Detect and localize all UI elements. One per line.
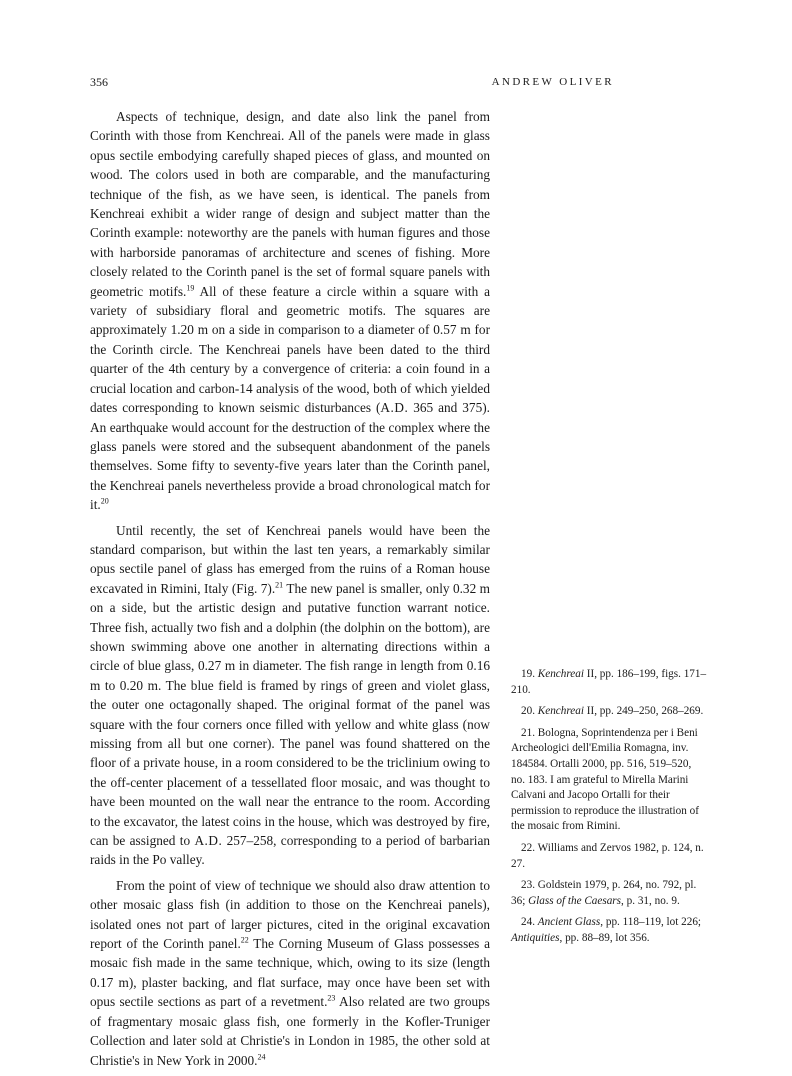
paragraph-2: [90, 521, 490, 870]
footnotes: [511, 667, 707, 953]
paragraph-3-text-a: From the point of view of technique we should also draw attention to other mosaic glass fish (in addition to those on the Kenchreai panels), isolated ones not part of larger pictures, cited in the original excavation report of the Corinth panel.: [90, 877, 490, 952]
footnote-23: [511, 878, 707, 909]
paragraph-1-text-b: All of these feature a circle within a square with a variety of subsidiary floral and geometric motifs. The squares are approximately 1.20 m on a side in comparison to a diameter of 0.57 m for the Corinth circle. The Kenchreai panels have been dated to the third quarter of the 4th century by a convergence of criteria: a coin found in a crucial location and carbon-14 analysis of the wood, both of which yielded dates corresponding to known seismic disturbances (: [90, 283, 490, 416]
page-number: 356: [90, 75, 108, 89]
footnote-text: Goldstein 1979, p. 264, no. 792, pl. 36;: [511, 879, 697, 907]
paragraph-1: [90, 107, 490, 515]
footnote-ref-23[interactable]: 23: [327, 993, 336, 1003]
footnote-title: Glass of the Caesars: [528, 894, 622, 907]
footnote-title: Kenchreai: [537, 668, 584, 680]
footnote-number: 20.: [521, 705, 538, 718]
footnote-ref-20[interactable]: 20: [100, 496, 109, 506]
footnote-ref-24[interactable]: 24: [257, 1052, 266, 1062]
paragraph-1-text-c: 365 and 375). An earthquake would account for the destruction of the complex where the glass panels were stored and the subsequent abandonment of the panels themselves. Some fifty to seventy-five years later than the Corinth panel, the Kenchreai panels nevertheless provide a broad chronological match for it.: [90, 400, 490, 513]
footnote-19: [511, 667, 707, 698]
footnote-number: 23.: [521, 879, 538, 892]
era-abbrev: A.D.: [380, 400, 409, 416]
footnote-title: Antiquities: [511, 931, 560, 944]
footnote-ref-21[interactable]: 21: [275, 580, 284, 590]
paragraph-3-text-b: The Corning Museum of Glass possesses a mosaic fish made in the same technique, which, owing to its size (length 0.17 m), plaster backing, and flat surface, may once have been set with opus sectile sections as part of a revetment.: [90, 936, 491, 1010]
main-text: [90, 107, 490, 1076]
footnote-text: II, pp. 249–250, 268–269.: [583, 705, 704, 718]
footnote-20: [511, 704, 707, 720]
footnote-title: Kenchreai: [537, 705, 584, 718]
footnote-text: , p. 31, no. 9.: [621, 894, 680, 907]
paragraph-1-text-a: Aspects of technique, design, and date also link the panel from Corinth with those from Kenchreai. All of the panels were made in glass opus sectile embodying carefully shaped pieces of glass, and mounted on wood. The colors used in both are comparable, and the manufacturing technique of the fish, as we have seen, is identical. The panels from Kenchreai exhibit a wider range of design and subject matter than the Corinth example: noteworthy are the panels with human figures and those with harborside panoramas of architecture and scenes of fishing. More closely related to the Corinth panel is the set of formal square panels with geometric motifs.: [90, 109, 490, 299]
paragraph-3-text-c: Also related are two groups of fragmentary mosaic glass fish, one formerly in the Kofler-Truniger Collection and later sold at Christie's in London in 1985, the other sold at Christie's in New York in 2000.: [90, 994, 490, 1068]
footnote-text: II, pp. 186–199, figs. 171–210.: [511, 668, 707, 696]
paragraph-3: [90, 876, 490, 1070]
footnote-number: 21.: [521, 726, 538, 739]
footnote-number: 19.: [521, 668, 538, 680]
footnote-number: 22.: [521, 841, 538, 854]
footnote-ref-22[interactable]: 22: [240, 935, 249, 945]
footnote-24: [511, 915, 707, 946]
paragraph-2-text-b: The new panel is smaller, only 0.32 m on a side, but the artistic design and putative function warrant notice. Three fish, actually two fish and a dolphin (the dolphin on the bottom), are shown swimming above one another in alternating directions within a circle of blue glass, 0.27 m in diameter. The fish range in length from 0.16 m to 0.20 m. The blue field is framed by rings of green and violet glass, the outer one octagonally shaped. The original format of the panel was square with the four corners once filled with yellow and white glass (now missing from all but one corner). The panel was found shattered on the floor of a private house, in a room considered to be the triclinium owing to the off-center placement of a tessellated floor mosaic, and was thought to have been mounted on the wall near the entrance to the room. According to the excavator, the latest coins in the house, which was destroyed by fire, can be assigned to: [90, 580, 490, 849]
footnote-text: , pp. 88–89, lot 356.: [559, 931, 650, 944]
footnote-text: , pp. 118–119, lot 226;: [600, 916, 702, 929]
footnote-21: [511, 726, 707, 835]
footnote-text: Williams and Zervos 1982, p. 124, n. 27.: [511, 841, 704, 870]
footnote-22: [511, 841, 707, 872]
footnote-title: Ancient Glass: [537, 916, 601, 929]
footnote-text: Bologna, Soprintendenza per i Beni Archeologici dell'Emilia Romagna, inv. 184584. Ortalli 2000, pp. 516, 519–520, no. 183. I am grateful to Mirella Marini Calvani and Jacopo Ortalli for their permission to reproduce the illustration of the mosaic from Rimini.: [511, 726, 699, 833]
footnote-ref-19[interactable]: 19: [186, 283, 195, 293]
paragraph-2-text-c: 257–258, corresponding to a period of barbarian raids in the Po valley.: [90, 833, 490, 868]
running-head-author: ANDREW OLIVER: [491, 76, 614, 88]
footnote-number: 24.: [521, 916, 538, 929]
era-abbrev: A.D.: [194, 833, 223, 849]
paragraph-2-text-a: Until recently, the set of Kenchreai panels would have been the standard comparison, but within the last ten years, a remarkably similar opus sectile panel of glass has emerged from the ruins of a Roman house excavated in Rimini, Italy (Fig. 7).: [90, 522, 490, 596]
